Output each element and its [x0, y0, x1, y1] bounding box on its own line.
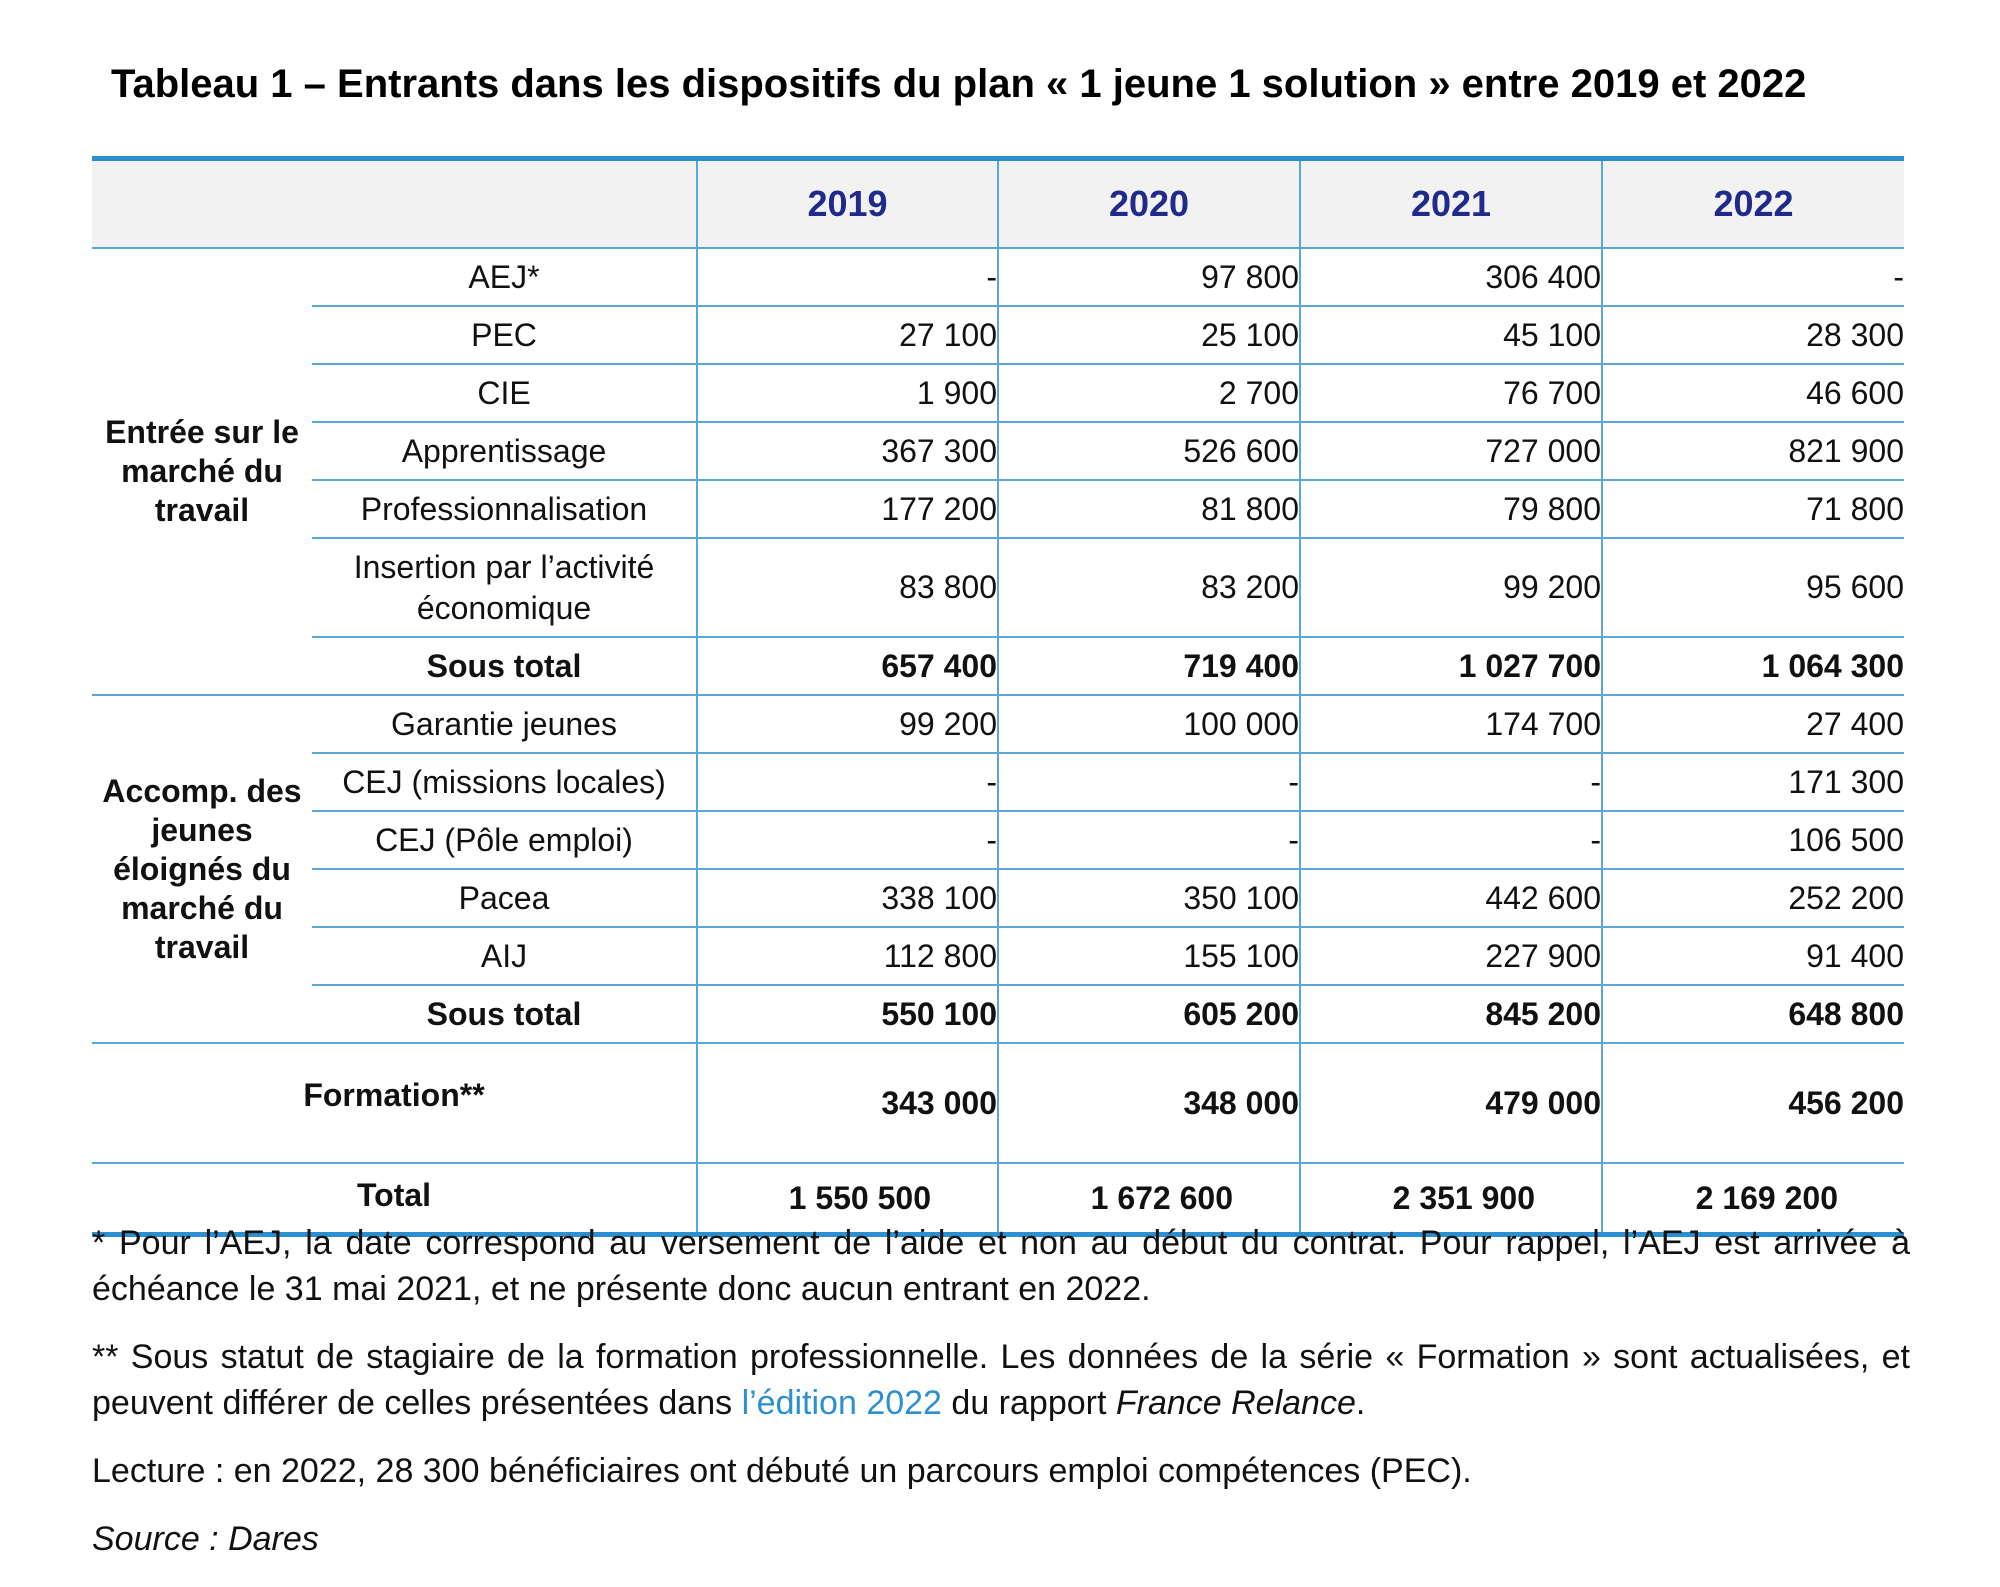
value-cell: -: [998, 811, 1300, 869]
value-cell: 605 200: [998, 985, 1300, 1043]
value-cell: 1 064 300: [1602, 637, 1904, 695]
value-cell: 27 400: [1602, 695, 1904, 753]
table-row: [92, 869, 1904, 927]
row-label: CEJ (missions locales): [312, 753, 697, 811]
value-cell: 76 700: [1300, 364, 1602, 422]
value-cell: 99 200: [1300, 538, 1602, 637]
table-row: [92, 248, 1904, 306]
value-cell: 1 027 700: [1300, 637, 1602, 695]
header-row: [92, 159, 1904, 249]
value-cell: 83 200: [998, 538, 1300, 637]
value-cell: 100 000: [998, 695, 1300, 753]
table-row: [92, 695, 1904, 753]
value-cell: 719 400: [998, 637, 1300, 695]
value-cell: 2 351 900: [1300, 1163, 1602, 1235]
value-cell: 252 200: [1602, 869, 1904, 927]
year-header: 2019: [697, 159, 998, 249]
row-label: Garantie jeunes: [312, 695, 697, 753]
row-label: Sous total: [312, 985, 697, 1043]
value-cell: 174 700: [1300, 695, 1602, 753]
value-cell: -: [998, 753, 1300, 811]
value-cell: -: [697, 753, 998, 811]
value-cell: 657 400: [697, 637, 998, 695]
value-cell: 171 300: [1602, 753, 1904, 811]
value-cell: -: [1602, 248, 1904, 306]
value-cell: 845 200: [1300, 985, 1602, 1043]
value-cell: 28 300: [1602, 306, 1904, 364]
header-empty-cell: [312, 159, 697, 249]
year-header: 2021: [1300, 159, 1602, 249]
row-label: AIJ: [312, 927, 697, 985]
value-cell: 348 000: [998, 1043, 1300, 1163]
value-cell: 79 800: [1300, 480, 1602, 538]
report-name: France Relance: [1115, 1384, 1356, 1422]
row-label: Insertion par l’activité économique: [312, 538, 697, 637]
value-cell: -: [697, 248, 998, 306]
table-row: [92, 538, 1904, 637]
group-label-accomp: Accomp. des jeunes éloignés du marché du travail: [92, 695, 312, 1043]
source-note: Source : Dares: [92, 1520, 319, 1558]
value-cell: 106 500: [1602, 811, 1904, 869]
value-cell: 1 900: [697, 364, 998, 422]
year-header: 2020: [998, 159, 1300, 249]
year-header: 2022: [1602, 159, 1904, 249]
value-cell: 112 800: [697, 927, 998, 985]
subtotal-row: [92, 985, 1904, 1043]
table-row: [92, 422, 1904, 480]
value-cell: 367 300: [697, 422, 998, 480]
value-cell: 821 900: [1602, 422, 1904, 480]
row-label: Pacea: [312, 869, 697, 927]
value-cell: 306 400: [1300, 248, 1602, 306]
row-label: Total: [92, 1163, 697, 1235]
subtotal-row: [92, 637, 1904, 695]
value-cell: 155 100: [998, 927, 1300, 985]
value-cell: 479 000: [1300, 1043, 1602, 1163]
row-label: PEC: [312, 306, 697, 364]
value-cell: 727 000: [1300, 422, 1602, 480]
row-label: AEJ*: [312, 248, 697, 306]
value-cell: 648 800: [1602, 985, 1904, 1043]
row-label: Formation**: [92, 1043, 697, 1163]
value-cell: 338 100: [697, 869, 998, 927]
value-cell: 46 600: [1602, 364, 1904, 422]
row-label: CIE: [312, 364, 697, 422]
value-cell: 25 100: [998, 306, 1300, 364]
edition-2022-link[interactable]: l’édition 2022: [741, 1384, 942, 1422]
value-cell: -: [697, 811, 998, 869]
value-cell: 81 800: [998, 480, 1300, 538]
row-label: Professionnalisation: [312, 480, 697, 538]
value-cell: 442 600: [1300, 869, 1602, 927]
value-cell: 97 800: [998, 248, 1300, 306]
value-cell: 1 672 600: [998, 1163, 1300, 1235]
value-cell: 177 200: [697, 480, 998, 538]
reading-note: Lecture : en 2022, 28 300 bénéficiaires ont débuté un parcours emploi compétences (PEC).: [92, 1452, 1472, 1490]
value-cell: 227 900: [1300, 927, 1602, 985]
value-cell: 71 800: [1602, 480, 1904, 538]
value-cell: 95 600: [1602, 538, 1904, 637]
table-row: [92, 480, 1904, 538]
group-label-entree: Entrée sur le marché du travail: [92, 248, 312, 695]
value-cell: 83 800: [697, 538, 998, 637]
value-cell: 550 100: [697, 985, 998, 1043]
table-row: [92, 927, 1904, 985]
row-label: CEJ (Pôle emploi): [312, 811, 697, 869]
row-label: Sous total: [312, 637, 697, 695]
table-row: [92, 306, 1904, 364]
value-cell: 99 200: [697, 695, 998, 753]
value-cell: 526 600: [998, 422, 1300, 480]
header-empty-cell: [92, 159, 312, 249]
value-cell: -: [1300, 811, 1602, 869]
value-cell: 456 200: [1602, 1043, 1904, 1163]
row-label: Apprentissage: [312, 422, 697, 480]
table-row: [92, 753, 1904, 811]
value-cell: 1 550 500: [697, 1163, 998, 1235]
value-cell: -: [1300, 753, 1602, 811]
table-row: [92, 364, 1904, 422]
footnote-aej: * Pour l’AEJ, la date correspond au versement de l’aide et non au début du contrat. Pour rappel, l’AEJ est arrivée à échéance le 31 mai 2021, et ne présente donc aucun entrant en 2022.: [92, 1224, 1910, 1308]
notes: [92, 1220, 1910, 1584]
data-table: [92, 156, 1904, 1237]
value-cell: 45 100: [1300, 306, 1602, 364]
formation-row: [92, 1043, 1904, 1163]
table-row: [92, 811, 1904, 869]
table-title: Tableau 1 – Entrants dans les dispositifs du plan « 1 jeune 1 solution » entre 2019 et 2022: [111, 62, 1807, 106]
value-cell: 343 000: [697, 1043, 998, 1163]
footnote-formation: ** Sous statut de stagiaire de la formation professionnelle. Les données de la série « Formation » sont actualisées, et peuvent différer de celles présentées dans l’édition 2022 du rapport France Relance.: [92, 1338, 1910, 1422]
value-cell: 27 100: [697, 306, 998, 364]
value-cell: 350 100: [998, 869, 1300, 927]
value-cell: 91 400: [1602, 927, 1904, 985]
value-cell: 2 169 200: [1602, 1163, 1904, 1235]
value-cell: 2 700: [998, 364, 1300, 422]
